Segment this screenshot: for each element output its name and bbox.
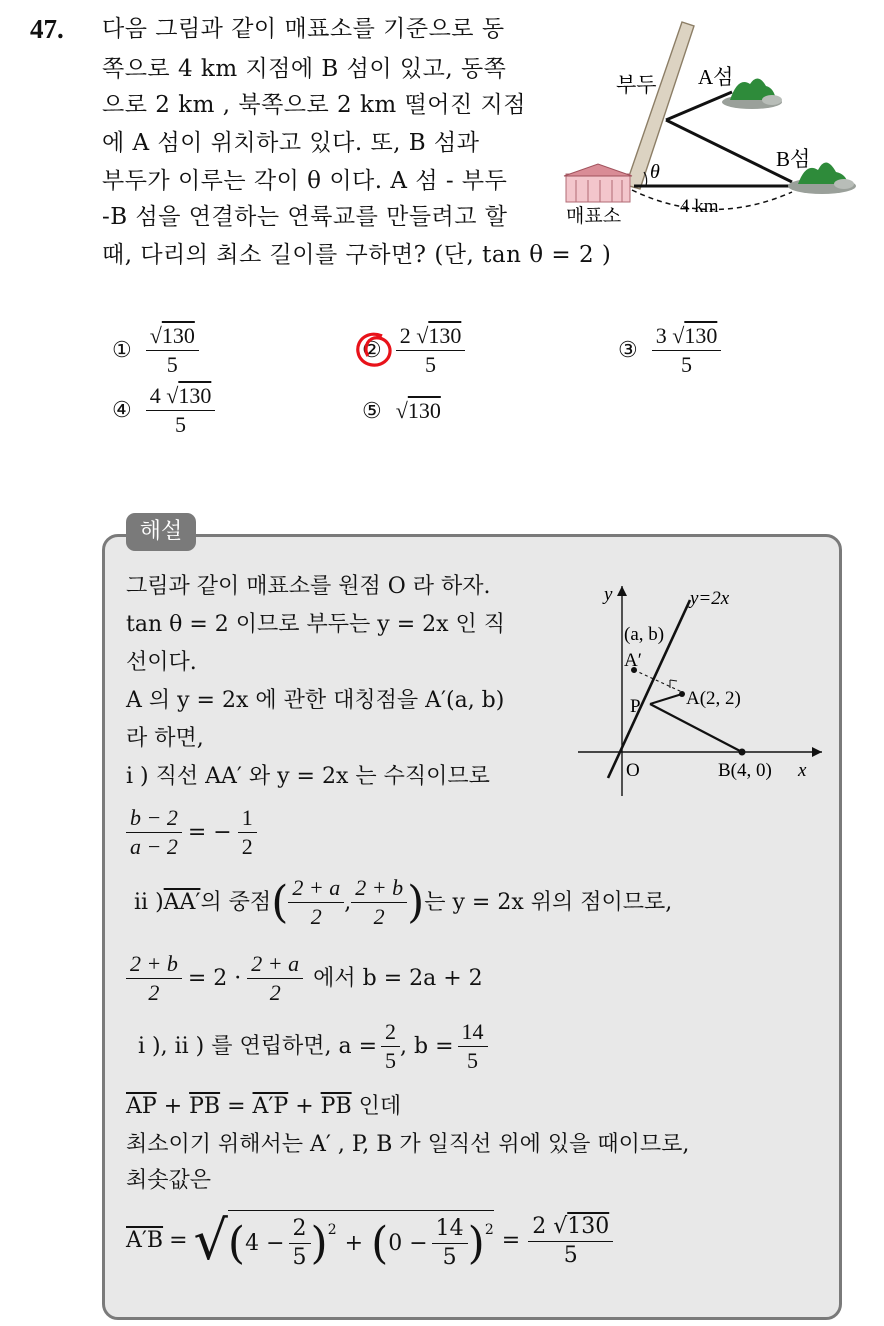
choice-4[interactable]: [112, 382, 215, 439]
final-formula: A′B = √ ( 4 − $\frac{2}{5}$ ) $^2$ + ( 0 − $\frac{14}{5}$ ) $^2$ = $\frac{2 √130}{5}$: [126, 1210, 613, 1272]
question-number: 47.: [30, 14, 64, 44]
choice-value: $\frac{4 √130}{5}$: [146, 382, 216, 439]
question-line-3: 으로 2 km , 북쪽으로 2 km 떨어진 지점: [102, 92, 526, 118]
ticket-office-label: 매표소: [566, 206, 622, 227]
midpoint-line: ii ) AA′ 의 중점 ( $\frac{2 + a}{2}$ , $\frac{2 + b}{2}$ ) 는 y = 2x 위의 점이므로,: [134, 875, 673, 929]
pier-figure: [560, 14, 870, 234]
choice-value: $\frac{√130}{5}$: [146, 322, 199, 379]
choice-1[interactable]: [112, 322, 199, 379]
question-line-7: 때, 다리의 최소 길이를 구하면? (단, tan θ = 2 ): [102, 242, 612, 268]
solve-line: i ), ii ) 를 연립하면, a = $\frac{2}{5}$ , b = $\frac{14}{5}$: [138, 1018, 488, 1075]
answer-circle-icon: [352, 328, 396, 374]
o-label: O: [626, 760, 640, 781]
solution-line-4: A 의 y = 2x 에 관한 대칭점을 A′(a, b): [126, 688, 505, 713]
solution-line-2: tan θ = 2 이므로 부두는 y = 2x 인 직: [126, 612, 506, 637]
question-line-4: 에 A 섬이 위치하고 있다. 또, B 섬과: [102, 130, 480, 156]
solution-line-5: 라 하면,: [126, 726, 204, 751]
choice-mark: ③: [618, 338, 638, 363]
choice-value: $\frac{2 √130}{5}$: [396, 322, 466, 379]
question-line-2: 쪽으로 4 km 지점에 B 섬이 있고, 동쪽: [102, 56, 507, 82]
y-arrow-icon: [617, 586, 627, 596]
ticket-office-icon: [564, 164, 632, 202]
choice-value: √130: [395, 398, 441, 423]
x-axis-label: x: [798, 760, 807, 781]
x-arrow-icon: [812, 747, 822, 757]
choice-5[interactable]: [362, 398, 441, 424]
segment-sum-line: $\overline{AP} + \overline{PB} = A'P + \overline{PB}$ 인데: [126, 1094, 402, 1119]
choice-mark: ④: [112, 398, 132, 423]
bridge-b: [666, 120, 792, 182]
p-label: P: [630, 696, 641, 717]
a-label: A(2, 2): [686, 688, 741, 709]
question-line-1: 다음 그림과 같이 매표소를 기준으로 동: [102, 16, 505, 42]
segment-pa: [650, 694, 682, 704]
choice-mark: ⑤: [362, 398, 382, 424]
choice-value: $\frac{3 √130}{5}$: [652, 322, 722, 379]
y-axis-label: y: [604, 584, 613, 605]
solution-line-10: 최소이기 위해서는 A′ , P, B 가 일직선 위에 있을 때이므로,: [126, 1132, 690, 1157]
solution-line-1: 그림과 같이 매표소를 원점 O 라 하자.: [126, 574, 491, 599]
solution-line-3: 선이다.: [126, 650, 197, 675]
point-a: [679, 691, 685, 697]
solution-line-11: 최솟값은: [126, 1168, 212, 1193]
choice-mark: ②: [362, 338, 382, 363]
bridge-a: [666, 92, 732, 120]
solution-tag: 해설: [126, 513, 196, 551]
segment-pb: [650, 704, 742, 752]
question-line-5: 부두가 이루는 각이 θ 이다. A 섬 - 부두: [102, 168, 508, 194]
distance-label: 4 km: [680, 196, 719, 217]
angle-label: θ: [650, 161, 660, 183]
solution-line-6: i ) 직선 AA′ 와 y = 2x 는 수직이므로: [126, 764, 490, 789]
choice-mark: ①: [112, 338, 132, 363]
equation-perpendicular: $\frac{b - 2}{a - 2}$ = − $\frac{1}{2}$: [126, 804, 257, 861]
line-label: y=2x: [690, 588, 730, 609]
pier-shape: [626, 22, 694, 189]
coordinate-graph: [578, 582, 828, 802]
island-a-label: A섬: [698, 65, 734, 89]
pier-label: 부두: [616, 73, 657, 97]
choice-3[interactable]: [618, 322, 721, 379]
b-label: B(4, 0): [718, 760, 772, 781]
question-line-6: -B 섬을 연결하는 연륙교를 만들려고 할: [102, 204, 508, 230]
point-b: [739, 749, 746, 756]
ab-label: (a, b): [624, 624, 665, 645]
a-prime-label: A′: [624, 650, 642, 671]
equation-midpoint: $\frac{2 + b}{2}$ = 2 · $\frac{2 + a}{2}$ 에서 b = 2a + 2: [126, 950, 483, 1007]
island-b-label: B섬: [776, 147, 811, 171]
